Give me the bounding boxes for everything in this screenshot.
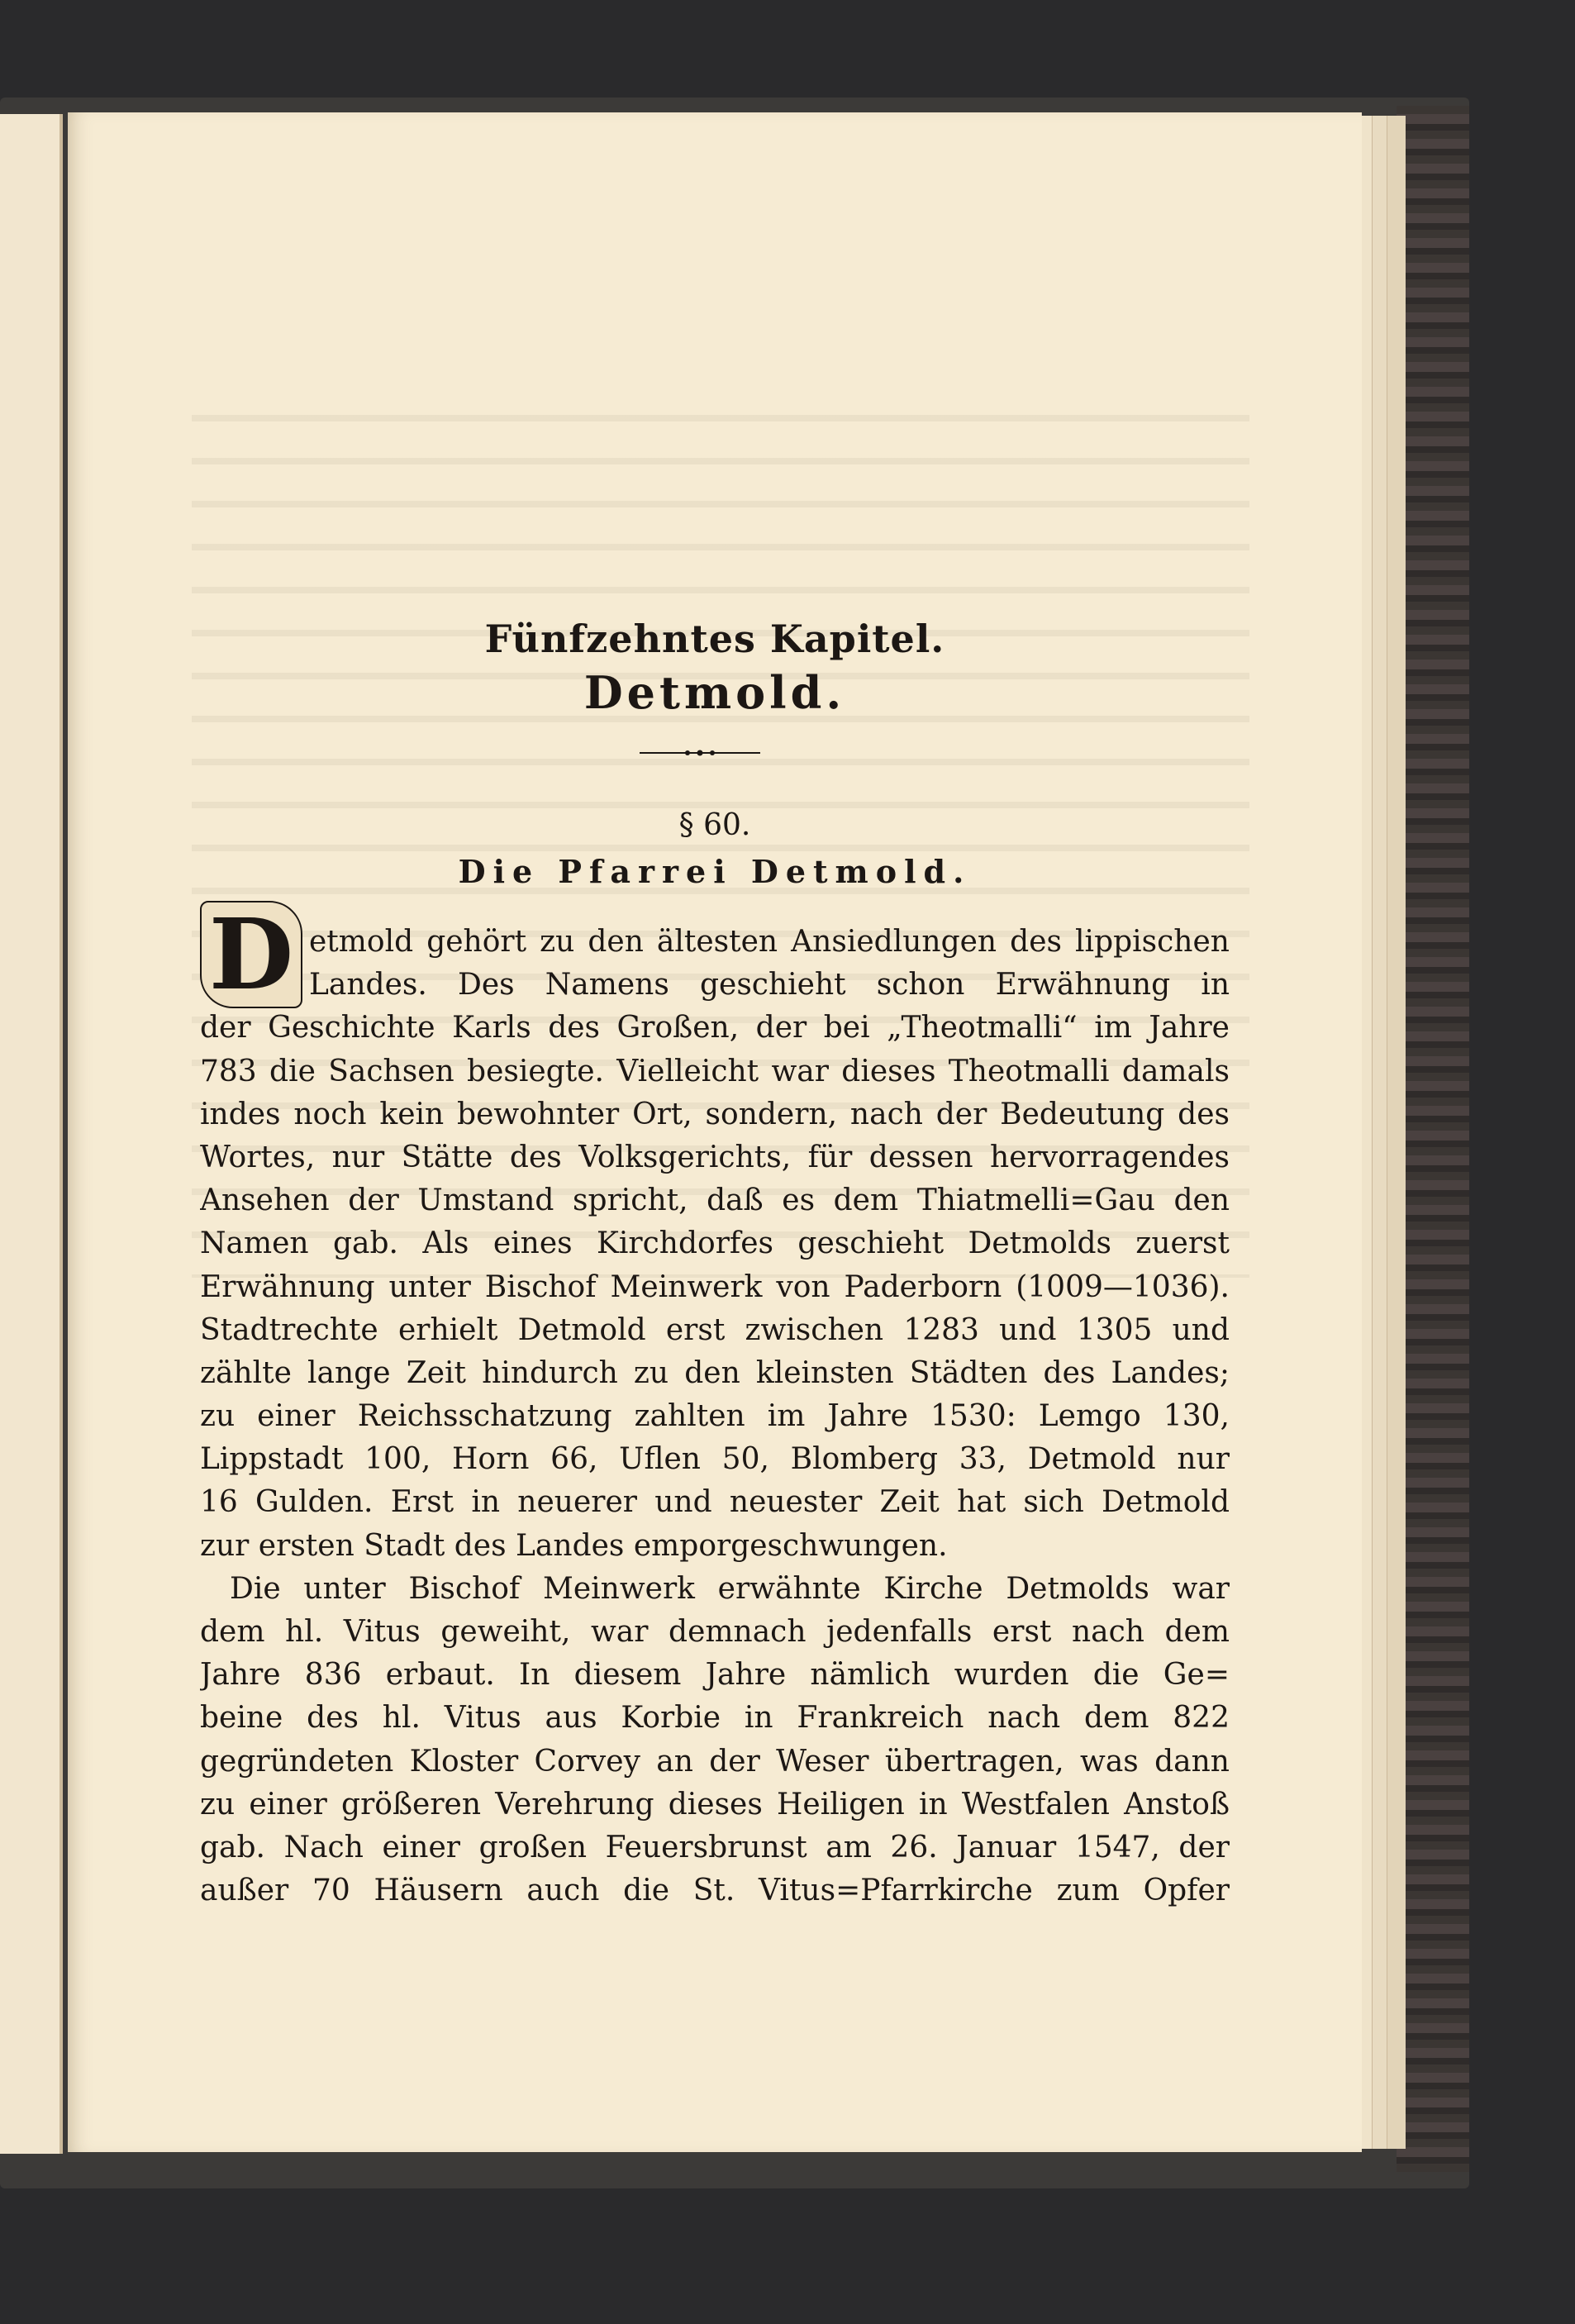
chapter-title: Fünfzehntes Kapitel.: [484, 617, 945, 661]
text-line: Die unter Bischof Meinwerk erwähnte Kirche Detmolds war: [230, 1571, 1230, 1606]
place-title: Detmold.: [583, 666, 846, 719]
text-line: Wortes, nur Stätte des Volksgerichts, für dessen hervorragendes: [200, 1140, 1230, 1174]
text-line: zur ersten Stadt des Landes emporgeschwungen.: [200, 1528, 948, 1563]
drop-cap-initial: D: [200, 901, 302, 1008]
text-line: Namen gab. Als eines Kirchdorfes geschieht Detmolds zuerst: [200, 1226, 1230, 1261]
text-line: der Geschichte Karls des Großen, der bei „Theotmalli“ im Jahre: [200, 1011, 1230, 1045]
text-line: beine des hl. Vitus aus Korbie in Frankreich nach dem 822: [200, 1701, 1230, 1736]
section-number: § 60.: [678, 808, 751, 842]
text-line: zu einer größeren Verehrung dieses Heiligen in Westfalen Anstoß: [200, 1787, 1230, 1822]
text-line: zählte lange Zeit hindurch zu den kleinsten Städten des Landes;: [200, 1355, 1230, 1390]
text-line: Stadtrechte erhielt Detmold erst zwischen 1283 und 1305 und: [200, 1312, 1230, 1347]
cover-edge: [1397, 106, 1469, 2172]
text-line: 783 die Sachsen besiegte. Vielleicht war dieses Theotmalli damals: [200, 1054, 1230, 1088]
ornament-divider: [640, 749, 760, 757]
text-line: 16 Gulden. Erst in neuerer und neuester Zeit hat sich Detmold: [200, 1485, 1230, 1520]
text-line: gegründeten Kloster Corvey an der Weser übertragen, was dann: [200, 1744, 1230, 1779]
text-line: Landes. Des Namens geschieht schon Erwähnung in: [309, 968, 1230, 1002]
text-line: indes noch kein bewohnter Ort, sondern, nach der Bedeutung des: [200, 1097, 1230, 1131]
section-title: Die Pfarrei Detmold.: [458, 853, 972, 890]
text-line: Erwähnung unter Bischof Meinwerk von Paderborn (1009—1036).: [200, 1269, 1230, 1304]
text-line: Jahre 836 erbaut. In diesem Jahre nämlich wurden die Ge=: [200, 1658, 1230, 1693]
text-line: zu einer Reichsschatzung zahlten im Jahre 1530: Lemgo 130,: [200, 1399, 1230, 1434]
text-line: dem hl. Vitus geweiht, war demnach jedenfalls erst nach dem: [200, 1615, 1230, 1649]
previous-page-edge: [0, 114, 63, 2154]
page-stack-edge: [1387, 116, 1406, 2149]
text-line: Lippstadt 100, Horn 66, Uflen 50, Blomberg 33, Detmold nur: [200, 1442, 1230, 1477]
text-line: Ansehen der Umstand spricht, daß es dem Thiatmelli=Gau den: [200, 1183, 1230, 1218]
text-line: etmold gehört zu den ältesten Ansiedlungen des lippischen: [309, 925, 1230, 959]
book-page: [68, 112, 1362, 2152]
text-line: gab. Nach einer großen Feuersbrunst am 26. Januar 1547, der: [200, 1830, 1230, 1864]
body-text: [200, 921, 1230, 1912]
text-line: außer 70 Häusern auch die St. Vitus=Pfarrkirche zum Opfer: [200, 1874, 1230, 1908]
